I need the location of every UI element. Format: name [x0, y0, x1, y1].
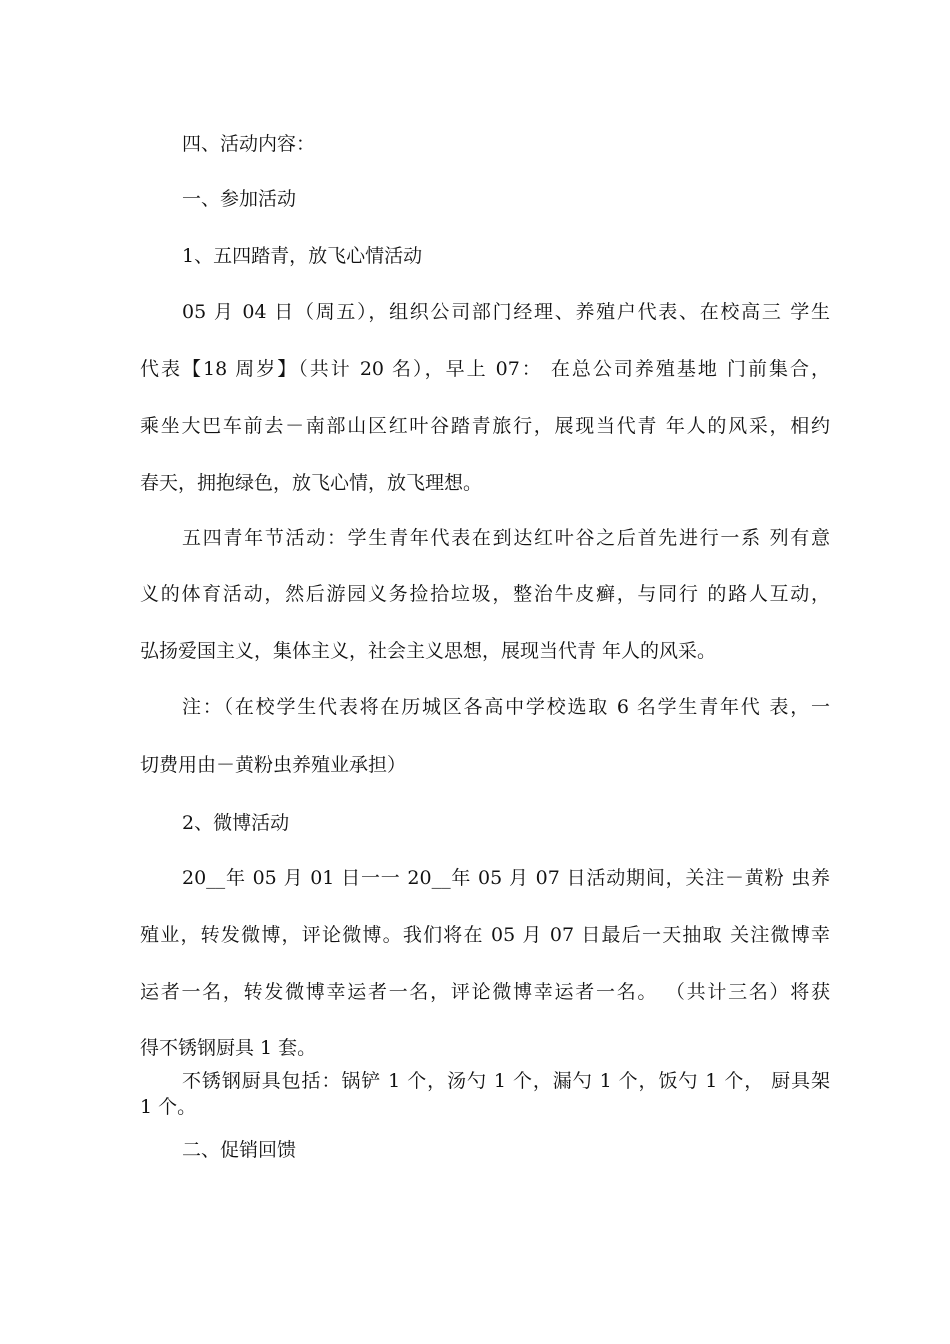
youth-day-para-line-2: 义的体育活动，然后游园义务捡拾垃圾，整治牛皮癣，与同行 的路人互动， — [140, 583, 830, 605]
item-one-para-line-3: 乘坐大巴车前去－南部山区红叶谷踏青旅行，展现当代青 年人的风采，相约 — [140, 415, 830, 437]
note-para-line-1: 注：（在校学生代表将在历城区各高中学校选取 6 名学生青年代 表，一 — [182, 696, 830, 718]
part-two-heading: 二、促销回馈 — [182, 1139, 297, 1161]
item-two-title: 2、微博活动 — [182, 812, 290, 834]
part-one-heading: 一、参加活动 — [182, 188, 297, 210]
weibo-para-line-2: 殖业，转发微博，评论微博。我们将在 05 月 07 日最后一天抽取 关注微博幸 — [140, 924, 830, 946]
item-one-title: 1、五四踏青，放飞心情活动 — [182, 245, 423, 267]
weibo-para-line-1: 20__年 05 月 01 日一一 20__年 05 月 07 日活动期间，关注－黄粉 虫养 — [182, 867, 830, 889]
item-one-para-line-1: 05 月 04 日（周五），组织公司部门经理、养殖户代表、在校高三 学生 — [182, 301, 830, 323]
note-para-line-2: 切费用由－黄粉虫养殖业承担） — [140, 754, 407, 776]
item-one-para-line-2: 代表【18 周岁】（共计 20 名），早上 07： 在总公司养殖基地 门前集合， — [140, 358, 830, 380]
section-four-heading: 四、活动内容： — [182, 133, 316, 155]
kitchen-para-line-1: 不锈钢厨具包括：锅铲 1 个，汤勺 1 个，漏勺 1 个，饭勺 1 个， 厨具架 — [182, 1070, 830, 1092]
kitchen-para-line-2: 1 个。 — [140, 1096, 197, 1118]
weibo-para-line-4: 得不锈钢厨具 1 套。 — [140, 1037, 317, 1059]
youth-day-para-line-1: 五四青年节活动：学生青年代表在到达红叶谷之后首先进行一系 列有意 — [182, 527, 830, 549]
item-one-para-line-4: 春天，拥抱绿色，放飞心情，放飞理想。 — [140, 472, 483, 494]
weibo-para-line-3: 运者一名，转发微博幸运者一名，评论微博幸运者一名。 （共计三名）将获 — [140, 981, 830, 1003]
youth-day-para-line-3: 弘扬爱国主义，集体主义，社会主义思想，展现当代青 年人的风采。 — [140, 640, 717, 662]
